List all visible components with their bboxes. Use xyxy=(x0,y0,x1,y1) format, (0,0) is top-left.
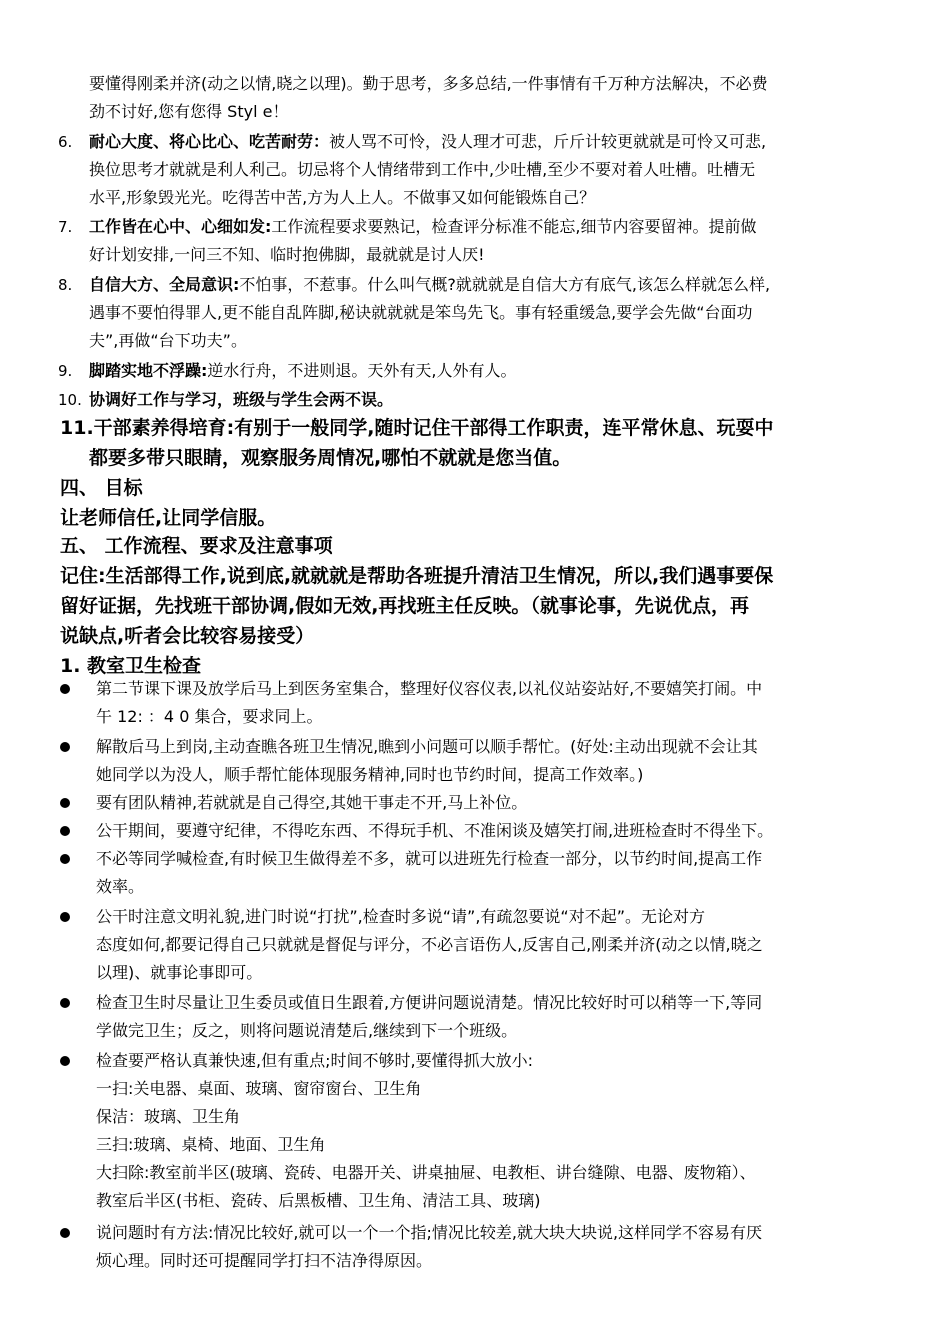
bullet-item xyxy=(96,845,911,901)
item-text: 夫”,再做“台下功夫”。 xyxy=(89,331,247,350)
bullet-text: 公干时注意文明礼貌,进门时说“打扰”,检查时多说“请”,有疏忽要说“对不起”。无论对方 xyxy=(96,907,705,926)
bullet-icon xyxy=(60,684,70,694)
bullet-text: 说问题时有方法:情况比较好,就可以一个一个指;情况比较差,就大块大块说,这样同学不容易有厌 xyxy=(96,1223,763,1242)
bullet-icon xyxy=(60,798,70,808)
section-text: 留好证据，先找班干部协调,假如无效,再找班主任反映。（就事论事，先说优点，再 xyxy=(60,595,749,617)
section-4 xyxy=(60,473,910,533)
bullet-icon xyxy=(60,1056,70,1066)
item-title: 工作皆在心中、心细如发: xyxy=(89,217,272,236)
bullet-icon xyxy=(60,998,70,1008)
bullet-item xyxy=(96,989,911,1045)
bullet-icon xyxy=(60,854,70,864)
item-title: 协调好工作与学习，班级与学生会两不误。 xyxy=(89,390,394,409)
bullet-subline: 保洁：玻璃、卫生角 xyxy=(96,1107,241,1126)
item-number: 10. xyxy=(58,391,82,409)
bullet-subline: 三扫:玻璃、桌椅、地面、卫生角 xyxy=(96,1135,326,1154)
intro-line: 要懂得刚柔并济(动之以情,晓之以理)。勤于思考，多多总结,一件事情有千万种方法解决，不必费 xyxy=(89,74,768,93)
section-heading: 五、 工作流程、要求及注意事项 xyxy=(60,535,333,557)
item-title: 脚踏实地不浮躁: xyxy=(89,361,208,380)
bullet-item xyxy=(96,675,911,731)
bullet-item xyxy=(96,1047,911,1215)
item-text: 换位思考才就就是利人利己。切忌将个人情绪带到工作中,少吐槽,至少不要对着人吐槽。吐槽无 xyxy=(89,160,756,179)
item-text: 不怕事，不惹事。什么叫气概?就就就是自信大方有底气,该怎么样就怎么样, xyxy=(239,275,771,294)
bullet-text: 要有团队精神,若就就是自己得空,其她干事走不开,马上补位。 xyxy=(96,793,528,812)
bullet-item xyxy=(96,817,911,845)
bullet-text: 解散后马上到岗,主动查瞧各班卫生情况,瞧到小问题可以顺手帮忙。(好处:主动出现就不会让其 xyxy=(96,737,758,756)
bullet-text: 检查要严格认真兼快速,但有重点;时间不够时,要懂得抓大放小: xyxy=(96,1051,533,1070)
bullet-text: 公干期间，要遵守纪律，不得吃东西、不得玩手机、不准闲谈及嬉笑打闹,进班检查时不得坐下。 xyxy=(96,821,774,840)
item-11-line: 11.干部素养得培育:有别于一般同学,随时记住干部得工作职责，连平常休息、玩耍中 xyxy=(60,417,774,439)
bullet-icon xyxy=(60,742,70,752)
bullet-icon xyxy=(60,1228,70,1238)
bullet-text: 检查卫生时尽量让卫生委员或值日生跟着,方便讲问题说清楚。情况比较好时可以稍等一下,等同 xyxy=(96,993,763,1012)
item-title: 自信大方、全局意识: xyxy=(89,275,240,294)
item-title: 耐心大度、将心比心、吃苦耐劳： xyxy=(89,132,330,151)
bullet-item xyxy=(96,733,911,789)
bullet-text: 学做完卫生；反之，则将问题说清楚后,继续到下一个班级。 xyxy=(96,1021,518,1040)
section-text: 让老师信任,让同学信服。 xyxy=(60,507,277,529)
section-heading: 四、 目标 xyxy=(60,477,143,499)
item-number: 6. xyxy=(58,133,73,151)
item-text: 遇事不要怕得罪人,更不能自乱阵脚,秘诀就就就是笨鸟先飞。事有轻重缓急,要学会先做“台面功 xyxy=(89,303,753,322)
bullet-text: 不必等同学喊检查,有时候卫生做得差不多，就可以进班先行检查一部分，以节约时间,提高工作 xyxy=(96,849,763,868)
intro-paragraph xyxy=(89,70,909,126)
intro-line: 劲不讨好,您有您得 Styl e！ xyxy=(89,102,289,121)
bullet-text: 她同学以为没人，顺手帮忙能体现服务精神,同时也节约时间，提高工作效率。) xyxy=(96,765,644,784)
item-number: 9. xyxy=(58,362,73,380)
bullet-item xyxy=(96,903,911,987)
section-5 xyxy=(60,531,910,681)
bullet-subline: 教室后半区(书柜、瓷砖、后黑板槽、卫生角、清洁工具、玻璃) xyxy=(96,1191,541,1210)
bullet-icon xyxy=(60,912,70,922)
list-item-8 xyxy=(58,271,909,355)
bullet-text: 第二节课下课及放学后马上到医务室集合，整理好仪容仪表,以礼仪站姿站好,不要嬉笑打闹。中 xyxy=(96,679,763,698)
item-text: 被人骂不可怜，没人理才可悲，斤斤计较更就就是可怜又可悲, xyxy=(329,132,767,151)
list-item-6 xyxy=(58,128,909,212)
item-text: 逆水行舟，不进则退。天外有天,人外有人。 xyxy=(207,361,517,380)
item-number: 7. xyxy=(58,218,73,236)
item-11-line: 都要多带只眼睛，观察服务周情况,哪怕不就就是您当值。 xyxy=(89,447,572,469)
list-item-7 xyxy=(58,213,909,269)
bullet-text: 烦心理。同时还可提醒同学打扫不洁净得原因。 xyxy=(96,1251,433,1270)
bullet-subline: 大扫除:教室前半区(玻璃、瓷砖、电器开关、讲桌抽屉、电教柜、讲台缝隙、电器、废物箱）、 xyxy=(96,1163,756,1182)
section-text: 说缺点,听者会比较容易接受） xyxy=(60,625,315,647)
item-text: 水平,形象毁光光。吃得苦中苦,方为人上人。不做事又如何能锻炼自己？ xyxy=(89,188,596,207)
bullet-icon xyxy=(60,826,70,836)
section-text: 记住:生活部得工作,说到底,就就就是帮助各班提升清洁卫生情况，所以,我们遇事要保 xyxy=(60,565,774,587)
bullet-text: 态度如何,都要记得自己只就就是督促与评分，不必言语伤人,反害自己,刚柔并济(动之以情,晓之 xyxy=(96,935,763,954)
sub-heading: 1. 教室卫生检查 xyxy=(60,655,202,677)
bullet-item xyxy=(96,789,911,817)
item-text: 工作流程要求要熟记，检查评分标准不能忘,细节内容要留神。提前做 xyxy=(271,217,757,236)
list-item-10 xyxy=(58,386,909,414)
bullet-text: 效率。 xyxy=(96,877,145,896)
bullet-item xyxy=(96,1219,911,1275)
bullet-subline: 一扫:关电器、桌面、玻璃、窗帘窗台、卫生角 xyxy=(96,1079,422,1098)
list-item-11 xyxy=(60,413,910,473)
item-number: 8. xyxy=(58,276,73,294)
bullet-text: 午 12: ：4 0 集合，要求同上。 xyxy=(96,707,323,726)
item-text: 好计划安排,一问三不知、临时抱佛脚，最就就是讨人厌! xyxy=(89,245,485,264)
list-item-9 xyxy=(58,357,909,385)
bullet-text: 以理)、就事论事即可。 xyxy=(96,963,263,982)
